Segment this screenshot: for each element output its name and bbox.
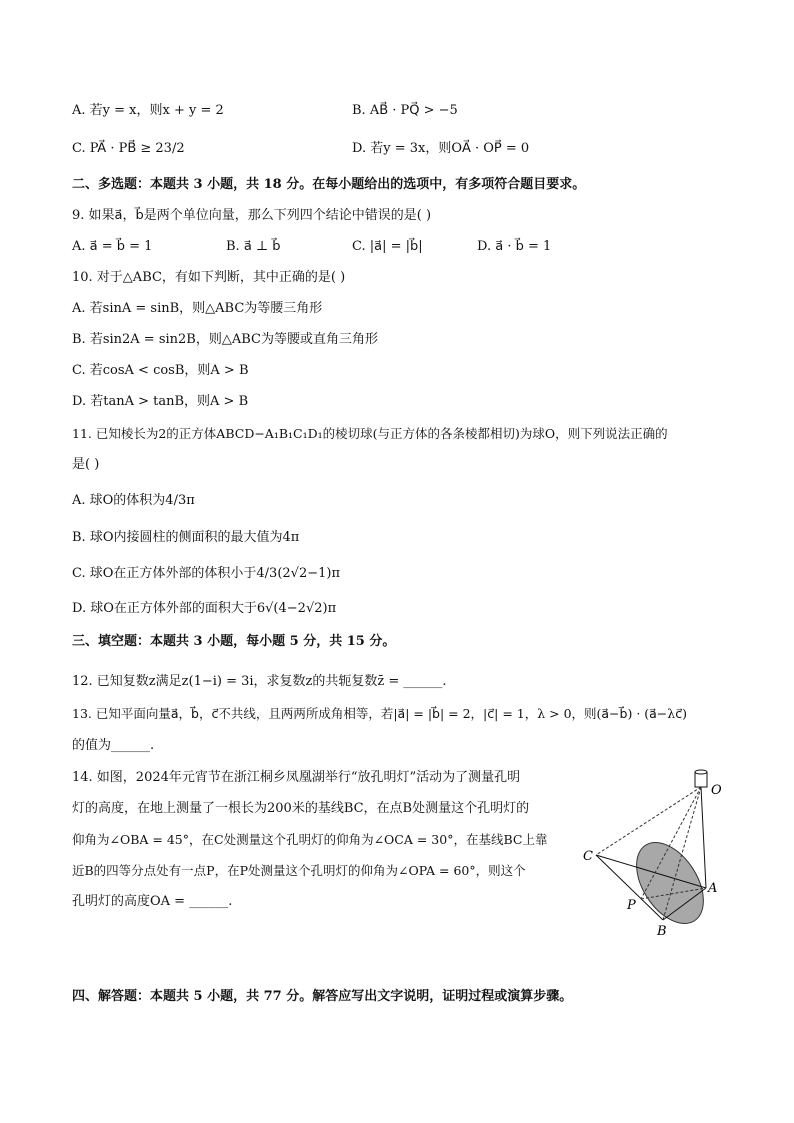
question-14-line-4: 近B的四等分点处有一点P，在P处测量这个孔明灯的仰角为∠OPA = 60°，则这个 bbox=[72, 863, 526, 878]
label-b: B bbox=[657, 924, 667, 939]
option-8c: C. PA⃗ · PB⃗ ≥ 23/2 bbox=[72, 141, 185, 156]
question-11-line-1: 11. 已知棱长为2的正方体ABCD−A₁B₁C₁D₁的棱切球(与正方体的各条棱都相切)为球O，则下列说法正确的 bbox=[72, 426, 668, 441]
question-11-line-2: 是( ) bbox=[72, 457, 100, 472]
option-11b: B. 球O内接圆柱的侧面积的最大值为4π bbox=[72, 530, 300, 545]
ground-ellipse bbox=[623, 831, 717, 936]
lantern-diagram bbox=[575, 765, 735, 945]
question-12: 12. 已知复数z满足z(1−i) = 3i，求复数z的共轭复数z̄ = ______. bbox=[72, 674, 447, 689]
option-10a: A. 若sinA = sinB，则△ABC为等腰三角形 bbox=[72, 301, 323, 316]
option-9d: D. a⃗ · b⃗ = 1 bbox=[477, 239, 552, 254]
label-p: P bbox=[627, 898, 636, 913]
section-heading-fill-in: 三、填空题：本题共 3 小题，每小题 5 分，共 15 分。 bbox=[72, 634, 396, 649]
option-8b: B. AB⃗ · PQ⃗ > −5 bbox=[352, 103, 458, 118]
question-14-line-5: 孔明灯的高度OA = ______. bbox=[72, 894, 233, 909]
question-9: 9. 如果a⃗，b⃗是两个单位向量，那么下列四个结论中错误的是( ) bbox=[72, 208, 432, 223]
option-10d: D. 若tanA > tanB，则A > B bbox=[72, 394, 249, 409]
option-10b: B. 若sin2A = sin2B，则△ABC为等腰或直角三角形 bbox=[72, 332, 378, 347]
option-9c: C. |a⃗| = |b⃗| bbox=[352, 239, 423, 254]
option-8a: A. 若y = x，则x + y = 2 bbox=[72, 103, 224, 118]
question-14-line-2: 灯的高度，在地上测量了一根长为200米的基线BC，在点B处测量这个孔明灯的 bbox=[72, 801, 530, 816]
question-13-line-2: 的值为______. bbox=[72, 738, 155, 753]
label-a: A bbox=[708, 881, 718, 896]
option-9b: B. a⃗ ⊥ b⃗ bbox=[226, 239, 281, 254]
section-heading-answer: 四、解答题：本题共 5 小题，共 77 分。解答应写出文字说明，证明过程或演算步骤。 bbox=[72, 989, 573, 1004]
option-11a: A. 球O的体积为4/3π bbox=[72, 493, 195, 508]
option-9a: A. a⃗ = b⃗ = 1 bbox=[72, 239, 153, 254]
lantern-top bbox=[695, 770, 707, 774]
section-heading-multiple-choice: 二、多选题：本题共 3 小题，共 18 分。在每小题给出的选项中，有多项符合题目要求。 bbox=[72, 177, 586, 192]
question-10: 10. 对于△ABC，有如下判断，其中正确的是( ) bbox=[72, 270, 346, 285]
line-oa bbox=[701, 787, 706, 888]
label-c: C bbox=[583, 849, 593, 864]
option-11d: D. 球O在正方体外部的面积大于6√(4−2√2)π bbox=[72, 601, 337, 616]
option-11c: C. 球O在正方体外部的体积小于4/3(2√2−1)π bbox=[72, 566, 341, 581]
question-13-line-1: 13. 已知平面向量a⃗，b⃗，c⃗不共线，且两两所成角相等，若|a⃗| = |b⃗| = 2，|c⃗| = 1，λ > 0，则(a⃗−b⃗) · (a⃗−λc⃗) bbox=[72, 706, 687, 721]
option-10c: C. 若cosA < cosB，则A > B bbox=[72, 363, 249, 378]
lantern-figure bbox=[575, 765, 735, 945]
option-8d: D. 若y = 3x，则OA⃗ · OP⃗ = 0 bbox=[352, 141, 530, 156]
question-14-line-3: 仰角为∠OBA = 45°，在C处测量这个孔明灯的仰角为∠OCA = 30°，在基线BC上靠 bbox=[72, 832, 548, 847]
question-14-line-1: 14. 如图，2024年元宵节在浙江桐乡凤凰湖举行“放孔明灯”活动为了测量孔明 bbox=[72, 770, 521, 785]
label-o: O bbox=[711, 783, 722, 798]
